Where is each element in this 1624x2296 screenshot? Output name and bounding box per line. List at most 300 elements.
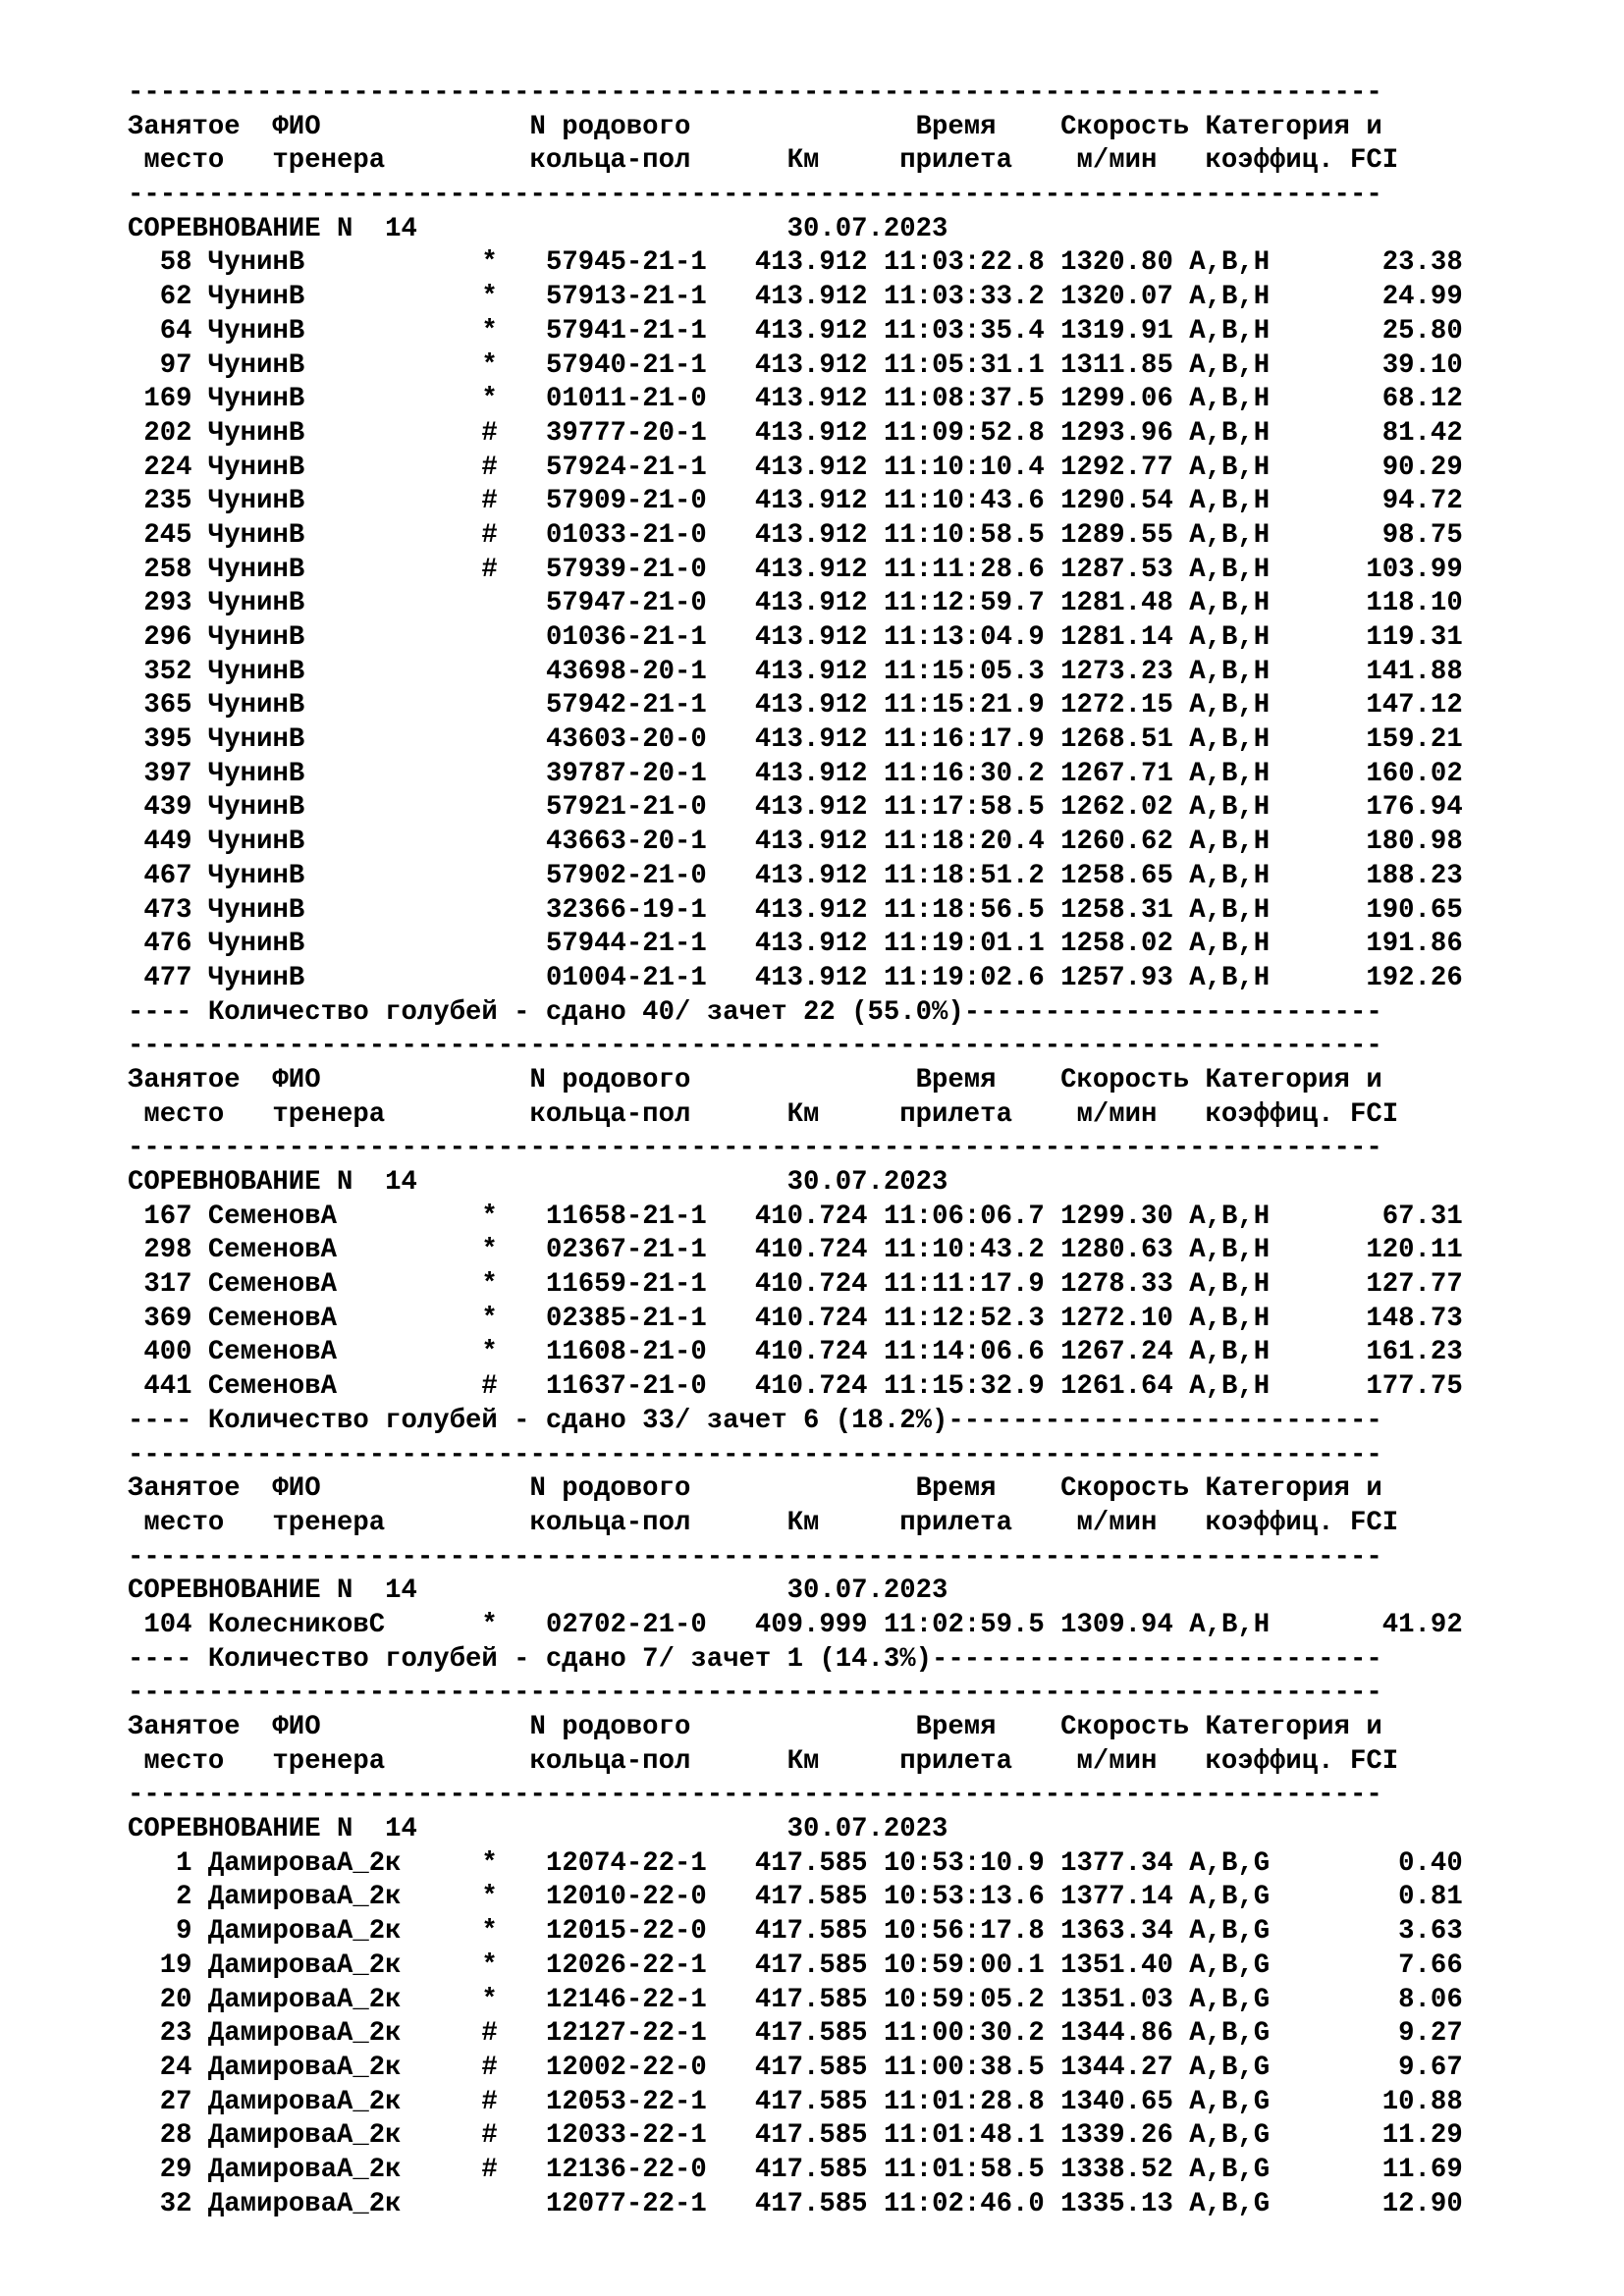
arrival-time: 11:11:28.6 xyxy=(883,554,1045,585)
summary-line: ---- Количество голубей - сдано 33/ зачет 6 (18.2%)--------------------------- xyxy=(128,1405,1382,1436)
spacer xyxy=(1173,1848,1189,1879)
distance-km: 417.585 xyxy=(754,1847,868,1879)
arrival-time: 10:53:10.9 xyxy=(883,1847,1045,1879)
category: A,B,H xyxy=(1189,827,1271,858)
fancier-name: ДамироваА_2к xyxy=(207,2120,482,2152)
place: 62 xyxy=(128,282,192,313)
spacer xyxy=(1173,1304,1189,1334)
speed: 1280.63 xyxy=(1060,1235,1173,1266)
spacer xyxy=(1045,827,1060,857)
mark: * xyxy=(481,247,546,279)
spacer xyxy=(868,2189,884,2219)
fancier-name: ЧунинВ xyxy=(207,827,482,858)
result-row xyxy=(128,2154,1600,2188)
distance-km: 417.585 xyxy=(754,2052,868,2083)
ring-number: 39787-20-1 xyxy=(545,758,755,789)
category: A,B,G xyxy=(1189,2052,1271,2083)
competition-date: 30.07.2023 xyxy=(786,213,948,244)
separator-line: ------------------------------------------------------------------------------ xyxy=(128,1133,1382,1164)
mark: * xyxy=(481,1609,546,1640)
spacer xyxy=(192,350,208,381)
header-line-1: Занятое ФИО N родового Время Скорость Категория и xyxy=(128,1712,1382,1742)
distance-km: 413.912 xyxy=(754,656,868,687)
mark xyxy=(481,861,546,891)
result-row xyxy=(128,656,1600,690)
spacer xyxy=(1045,418,1060,449)
ring-number: 57947-21-0 xyxy=(545,588,755,619)
place: 19 xyxy=(128,1949,192,1981)
ring-number: 43603-20-0 xyxy=(545,724,755,756)
mark: # xyxy=(481,2120,546,2152)
spacer xyxy=(1173,1235,1189,1265)
result-row xyxy=(128,349,1600,384)
spacer xyxy=(868,929,884,959)
fancier-name: ЧунинВ xyxy=(207,417,482,449)
spacer xyxy=(192,1610,208,1640)
mark xyxy=(481,2189,546,2219)
result-row xyxy=(128,1847,1600,1882)
category: A,B,H xyxy=(1189,417,1271,449)
arrival-time: 10:59:05.2 xyxy=(883,1984,1045,2015)
fci-coef: 118.10 xyxy=(1270,588,1463,619)
spacer xyxy=(1045,724,1060,755)
spacer xyxy=(1173,453,1189,483)
place: 24 xyxy=(128,2052,192,2083)
spacer xyxy=(1045,1916,1060,1947)
mark: # xyxy=(481,2018,546,2050)
category: A,B,H xyxy=(1189,384,1271,415)
fci-coef: 141.88 xyxy=(1270,656,1463,687)
header-line-2: место тренера кольца-пол Км прилета м/мин коэффиц. FCI xyxy=(128,1098,1399,1130)
header-line-1: Занятое ФИО N родового Время Скорость Категория и xyxy=(128,1064,1382,1095)
spacer xyxy=(192,316,208,347)
separator-line: ------------------------------------------------------------------------------ xyxy=(128,78,1382,108)
category: A,B,H xyxy=(1189,1269,1271,1301)
distance-km: 413.912 xyxy=(754,519,868,551)
spacer xyxy=(1045,657,1060,687)
result-row xyxy=(128,723,1600,758)
spacer xyxy=(1173,486,1189,516)
speed: 1377.14 xyxy=(1060,1882,1173,1913)
summary-line: ---- Количество голубей - сдано 7/ зачет 1 (14.3%)---------------------------- xyxy=(128,1643,1382,1675)
spacer xyxy=(1045,1985,1060,2015)
arrival-time: 10:56:17.8 xyxy=(883,1916,1045,1948)
distance-km: 413.912 xyxy=(754,452,868,483)
mark: * xyxy=(481,1916,546,1948)
arrival-time: 11:06:06.7 xyxy=(883,1201,1045,1232)
mark: * xyxy=(481,1882,546,1913)
arrival-time: 10:53:13.6 xyxy=(883,1882,1045,1913)
spacer xyxy=(192,2155,208,2185)
speed: 1363.34 xyxy=(1060,1916,1173,1948)
category: A,B,G xyxy=(1189,2188,1271,2219)
header-line-1: Занятое ФИО N родового Время Скорость Категория и xyxy=(128,1473,1382,1505)
speed: 1258.02 xyxy=(1060,929,1173,960)
fancier-name: ЧунинВ xyxy=(207,929,482,960)
spacer xyxy=(192,555,208,585)
competition-date: 30.07.2023 xyxy=(786,1814,948,1845)
spacer xyxy=(1045,1269,1060,1300)
spacer xyxy=(1173,657,1189,687)
spacer xyxy=(1045,1848,1060,1879)
mark xyxy=(481,827,546,857)
fci-coef: 94.72 xyxy=(1270,486,1463,517)
mark: # xyxy=(481,452,546,483)
speed: 1320.07 xyxy=(1060,282,1173,313)
fci-coef: 191.86 xyxy=(1270,929,1463,960)
distance-km: 410.724 xyxy=(754,1235,868,1266)
spacer xyxy=(1045,895,1060,926)
result-row xyxy=(128,246,1600,281)
fancier-name: ЧунинВ xyxy=(207,758,482,789)
result-row xyxy=(128,2052,1600,2086)
mark: * xyxy=(481,1847,546,1879)
arrival-time: 11:16:30.2 xyxy=(883,758,1045,789)
ring-number: 02702-21-0 xyxy=(545,1609,755,1640)
distance-km: 413.912 xyxy=(754,724,868,756)
fci-coef: 119.31 xyxy=(1270,622,1463,653)
result-row xyxy=(128,2017,1600,2052)
fancier-name: ЧунинВ xyxy=(207,349,482,381)
ring-number: 11637-21-0 xyxy=(545,1371,755,1403)
place: 235 xyxy=(128,486,192,517)
fancier-name: ЧунинВ xyxy=(207,247,482,279)
mark: * xyxy=(481,282,546,313)
ring-number: 12002-22-0 xyxy=(545,2052,755,2083)
fci-coef: 81.42 xyxy=(1270,417,1463,449)
distance-km: 417.585 xyxy=(754,2154,868,2185)
arrival-time: 11:03:33.2 xyxy=(883,282,1045,313)
mark: * xyxy=(481,315,546,347)
ring-number: 01004-21-1 xyxy=(545,962,755,993)
competition-line xyxy=(128,1166,1600,1201)
fancier-name: ДамироваА_2к xyxy=(207,2086,482,2117)
spacer xyxy=(868,486,884,516)
fci-coef: 188.23 xyxy=(1270,860,1463,891)
spacer xyxy=(1045,1337,1060,1367)
spacer xyxy=(1173,2155,1189,2185)
spacer xyxy=(192,2087,208,2117)
result-row xyxy=(128,1303,1600,1337)
distance-km: 413.912 xyxy=(754,486,868,517)
spacer xyxy=(192,792,208,823)
result-row xyxy=(128,1234,1600,1268)
spacer xyxy=(192,520,208,551)
spacer xyxy=(1173,282,1189,312)
category: A,B,G xyxy=(1189,2018,1271,2050)
spacer xyxy=(868,282,884,312)
mark xyxy=(481,724,546,755)
spacer xyxy=(1173,316,1189,347)
category: A,B,H xyxy=(1189,1201,1271,1232)
fci-coef: 41.92 xyxy=(1270,1609,1463,1640)
spacer xyxy=(192,1985,208,2015)
spacer xyxy=(868,2120,884,2151)
result-row xyxy=(128,587,1600,621)
mark xyxy=(481,657,546,687)
spacer xyxy=(868,2018,884,2049)
distance-km: 410.724 xyxy=(754,1269,868,1301)
spacer xyxy=(192,2018,208,2049)
result-row xyxy=(128,485,1600,519)
spacer xyxy=(1173,792,1189,823)
fancier-name: ДамироваА_2к xyxy=(207,1882,482,1913)
arrival-time: 11:03:35.4 xyxy=(883,315,1045,347)
arrival-time: 11:03:22.8 xyxy=(883,247,1045,279)
speed: 1272.15 xyxy=(1060,690,1173,721)
category: A,B,H xyxy=(1189,588,1271,619)
spacer xyxy=(1045,2087,1060,2117)
ring-number: 12015-22-0 xyxy=(545,1916,755,1948)
category: A,B,H xyxy=(1189,758,1271,789)
category: A,B,H xyxy=(1189,282,1271,313)
place: 20 xyxy=(128,1984,192,2015)
result-row xyxy=(128,315,1600,349)
arrival-time: 11:18:51.2 xyxy=(883,860,1045,891)
spacer xyxy=(1045,453,1060,483)
header-line-2: место тренера кольца-пол Км прилета м/мин коэффиц. FCI xyxy=(128,1507,1399,1538)
distance-km: 417.585 xyxy=(754,1949,868,1981)
spacer xyxy=(1173,861,1189,891)
arrival-time: 11:09:52.8 xyxy=(883,417,1045,449)
arrival-time: 11:12:59.7 xyxy=(883,588,1045,619)
spacer xyxy=(192,657,208,687)
arrival-time: 11:15:05.3 xyxy=(883,656,1045,687)
spacer xyxy=(868,1848,884,1879)
speed: 1351.03 xyxy=(1060,1984,1173,2015)
arrival-time: 11:11:17.9 xyxy=(883,1269,1045,1301)
speed: 1262.02 xyxy=(1060,792,1173,824)
spacer xyxy=(1173,690,1189,721)
category: A,B,G xyxy=(1189,1847,1271,1879)
arrival-time: 11:01:48.1 xyxy=(883,2120,1045,2152)
spacer xyxy=(1173,827,1189,857)
mark: * xyxy=(481,1984,546,2015)
mark: * xyxy=(481,384,546,415)
fancier-name: ДамироваА_2к xyxy=(207,2188,482,2219)
category: A,B,H xyxy=(1189,929,1271,960)
ring-number: 43663-20-1 xyxy=(545,827,755,858)
competition-title: СОРЕВНОВАНИЕ N 14 xyxy=(128,1814,787,1845)
distance-km: 413.912 xyxy=(754,827,868,858)
place: 441 xyxy=(128,1371,192,1403)
spacer xyxy=(868,453,884,483)
mark: # xyxy=(481,486,546,517)
spacer xyxy=(868,1916,884,1947)
speed: 1257.93 xyxy=(1060,962,1173,993)
spacer xyxy=(1173,1985,1189,2015)
competition-date: 30.07.2023 xyxy=(786,1575,948,1607)
arrival-time: 11:00:38.5 xyxy=(883,2052,1045,2083)
spacer xyxy=(1173,724,1189,755)
category: A,B,H xyxy=(1189,1337,1271,1368)
ring-number: 12033-22-1 xyxy=(545,2120,755,2152)
spacer xyxy=(192,1950,208,1981)
fancier-name: ЧунинВ xyxy=(207,315,482,347)
spacer xyxy=(868,247,884,278)
category: A,B,G xyxy=(1189,2120,1271,2152)
spacer xyxy=(1045,2018,1060,2049)
arrival-time: 11:10:43.6 xyxy=(883,486,1045,517)
fancier-name: СеменовА xyxy=(207,1235,482,1266)
spacer xyxy=(192,1371,208,1402)
speed: 1267.71 xyxy=(1060,758,1173,789)
result-row xyxy=(128,452,1600,486)
place: 167 xyxy=(128,1201,192,1232)
spacer xyxy=(1045,384,1060,414)
spacer xyxy=(1173,963,1189,993)
category: A,B,H xyxy=(1189,622,1271,653)
fancier-name: СеменовА xyxy=(207,1371,482,1403)
ring-number: 39777-20-1 xyxy=(545,417,755,449)
spacer xyxy=(868,1950,884,1981)
spacer xyxy=(1173,1916,1189,1947)
fci-coef: 24.99 xyxy=(1270,282,1463,313)
arrival-time: 11:00:30.2 xyxy=(883,2018,1045,2050)
competition-title: СОРЕВНОВАНИЕ N 14 xyxy=(128,1167,787,1198)
spacer xyxy=(1173,588,1189,618)
arrival-time: 11:18:20.4 xyxy=(883,827,1045,858)
spacer xyxy=(1173,520,1189,551)
place: 104 xyxy=(128,1609,192,1640)
spacer xyxy=(1173,2189,1189,2219)
fci-coef: 177.75 xyxy=(1270,1371,1463,1403)
category: A,B,H xyxy=(1189,486,1271,517)
speed: 1293.96 xyxy=(1060,417,1173,449)
spacer xyxy=(1045,520,1060,551)
spacer xyxy=(1173,384,1189,414)
place: 23 xyxy=(128,2018,192,2050)
distance-km: 413.912 xyxy=(754,417,868,449)
distance-km: 410.724 xyxy=(754,1337,868,1368)
spacer xyxy=(192,1337,208,1367)
ring-number: 57939-21-0 xyxy=(545,554,755,585)
fci-coef: 190.65 xyxy=(1270,894,1463,926)
mark: * xyxy=(481,1949,546,1981)
spacer xyxy=(868,792,884,823)
speed: 1281.48 xyxy=(1060,588,1173,619)
spacer xyxy=(192,690,208,721)
category: A,B,H xyxy=(1189,1609,1271,1640)
result-row xyxy=(128,1370,1600,1405)
ring-number: 12074-22-1 xyxy=(545,1847,755,1879)
speed: 1344.27 xyxy=(1060,2052,1173,2083)
fancier-name: ЧунинВ xyxy=(207,622,482,653)
result-row xyxy=(128,621,1600,656)
header-line-2: место тренера кольца-пол Км прилета м/мин коэффиц. FCI xyxy=(128,145,1399,177)
result-row xyxy=(128,2119,1600,2154)
place: 473 xyxy=(128,894,192,926)
fci-coef: 148.73 xyxy=(1270,1303,1463,1334)
speed: 1339.26 xyxy=(1060,2120,1173,2152)
spacer xyxy=(868,1235,884,1265)
ring-number: 57944-21-1 xyxy=(545,929,755,960)
distance-km: 413.912 xyxy=(754,554,868,585)
category: A,B,H xyxy=(1189,1235,1271,1266)
mark: # xyxy=(481,2086,546,2117)
spacer xyxy=(1045,1610,1060,1640)
result-row xyxy=(128,1881,1600,1915)
fci-coef: 103.99 xyxy=(1270,554,1463,585)
spacer xyxy=(868,759,884,789)
speed: 1292.77 xyxy=(1060,452,1173,483)
spacer xyxy=(1045,1371,1060,1402)
ring-number: 11659-21-1 xyxy=(545,1269,755,1301)
place: 439 xyxy=(128,792,192,824)
category: A,B,H xyxy=(1189,452,1271,483)
result-row xyxy=(128,962,1600,996)
spacer xyxy=(1045,2189,1060,2219)
result-row xyxy=(128,1201,1600,1235)
mark: * xyxy=(481,349,546,381)
spacer xyxy=(868,690,884,721)
spacer xyxy=(1045,1882,1060,1912)
competition-title: СОРЕВНОВАНИЕ N 14 xyxy=(128,1575,787,1607)
speed: 1289.55 xyxy=(1060,519,1173,551)
arrival-time: 11:15:32.9 xyxy=(883,1371,1045,1403)
speed: 1320.80 xyxy=(1060,247,1173,279)
ring-number: 57940-21-1 xyxy=(545,349,755,381)
spacer xyxy=(1173,1269,1189,1300)
speed: 1258.65 xyxy=(1060,860,1173,891)
place: 467 xyxy=(128,860,192,891)
spacer xyxy=(192,588,208,618)
distance-km: 413.912 xyxy=(754,282,868,313)
mark: * xyxy=(481,1269,546,1301)
category: A,B,H xyxy=(1189,894,1271,926)
distance-km: 417.585 xyxy=(754,2188,868,2219)
spacer xyxy=(1045,861,1060,891)
spacer xyxy=(192,1269,208,1300)
speed: 1319.91 xyxy=(1060,315,1173,347)
arrival-time: 10:59:00.1 xyxy=(883,1949,1045,1981)
spacer xyxy=(868,555,884,585)
spacer xyxy=(1045,929,1060,959)
spacer xyxy=(1045,588,1060,618)
fci-coef: 12.90 xyxy=(1270,2188,1463,2219)
ring-number: 11608-21-0 xyxy=(545,1337,755,1368)
spacer xyxy=(1173,247,1189,278)
fci-coef: 0.81 xyxy=(1270,1882,1463,1913)
arrival-time: 11:12:52.3 xyxy=(883,1303,1045,1334)
fci-coef: 39.10 xyxy=(1270,349,1463,381)
category: A,B,G xyxy=(1189,1882,1271,1913)
spacer xyxy=(192,2053,208,2083)
result-row xyxy=(128,1984,1600,2018)
competition-date: 30.07.2023 xyxy=(786,1167,948,1198)
fci-coef: 68.12 xyxy=(1270,384,1463,415)
spacer xyxy=(1045,486,1060,516)
spacer xyxy=(192,384,208,414)
spacer xyxy=(192,247,208,278)
spacer xyxy=(1045,1201,1060,1232)
result-row xyxy=(128,1336,1600,1370)
result-row xyxy=(128,519,1600,554)
fci-coef: 11.69 xyxy=(1270,2154,1463,2185)
spacer xyxy=(868,895,884,926)
result-row xyxy=(128,791,1600,826)
distance-km: 410.724 xyxy=(754,1201,868,1232)
category: A,B,H xyxy=(1189,656,1271,687)
speed: 1309.94 xyxy=(1060,1609,1173,1640)
spacer xyxy=(1045,247,1060,278)
distance-km: 413.912 xyxy=(754,962,868,993)
distance-km: 413.912 xyxy=(754,894,868,926)
spacer xyxy=(192,1201,208,1232)
fancier-name: ЧунинВ xyxy=(207,792,482,824)
spacer xyxy=(192,759,208,789)
spacer xyxy=(192,1916,208,1947)
